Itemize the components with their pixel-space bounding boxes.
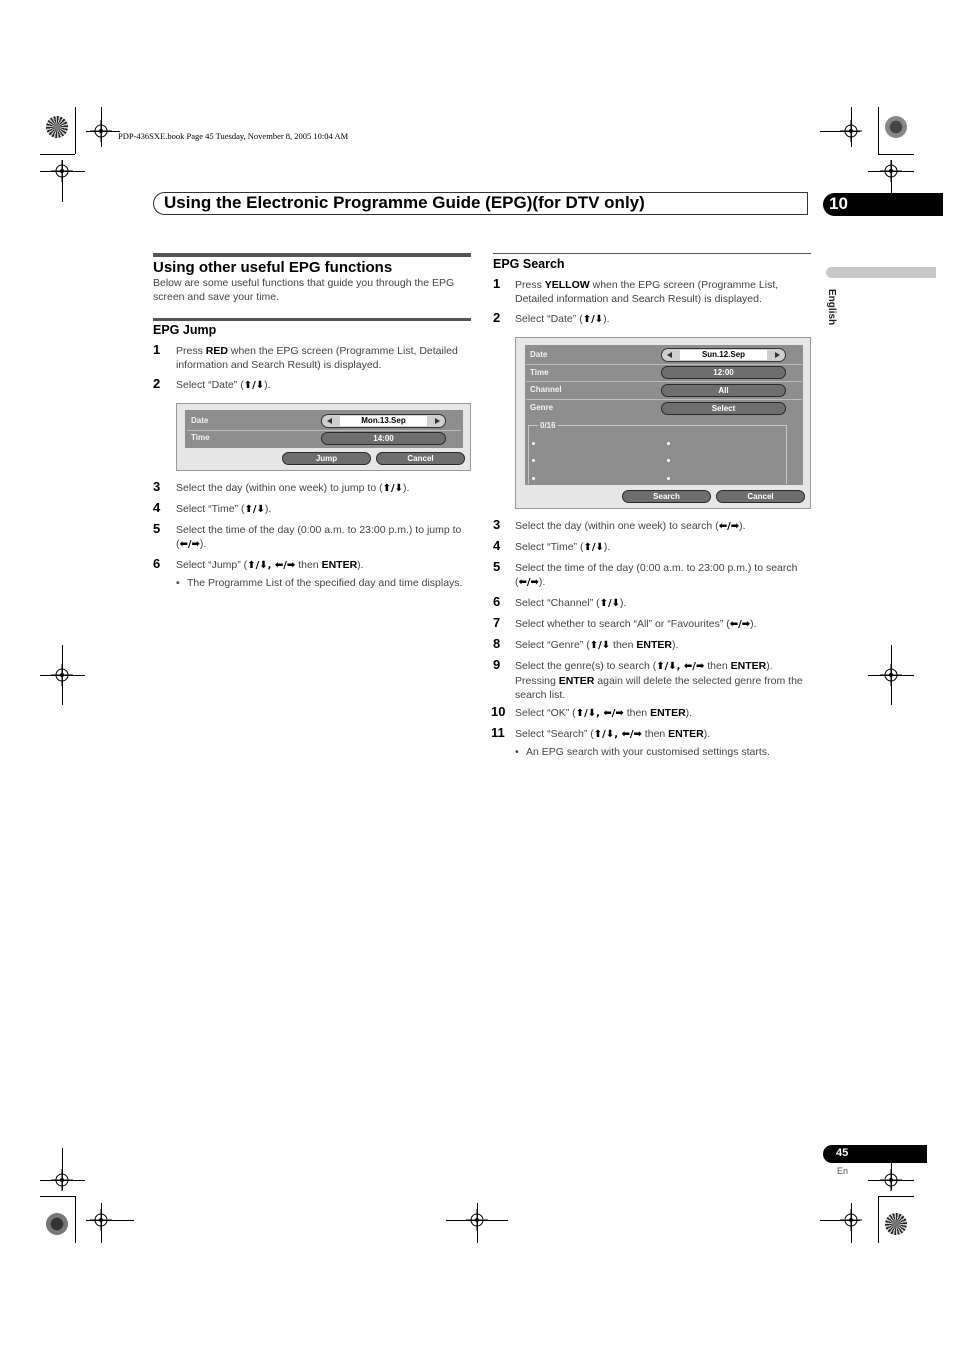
- right-arrow-icon[interactable]: [775, 352, 780, 358]
- jump-date-selector[interactable]: [321, 414, 446, 428]
- crop-mark: [851, 1203, 852, 1243]
- arrow-keys-icon: ⬆/⬇: [599, 598, 621, 609]
- crop-mark: [86, 131, 120, 132]
- row-divider: [526, 364, 802, 365]
- chapter-number: 10: [829, 194, 848, 213]
- step-text-part: Select “Search” (: [515, 728, 594, 740]
- step-text: [515, 561, 807, 590]
- arrow-keys-icon: ⬅/➡: [718, 521, 740, 532]
- genre-count: 0/16: [540, 421, 556, 430]
- side-language-label: English: [826, 289, 837, 326]
- step-key: ENTER: [321, 559, 358, 571]
- step-text-part: ).: [766, 660, 773, 672]
- step-text-part: ).: [703, 728, 711, 740]
- step-text: [515, 706, 807, 721]
- step-text-part: Select “Date” (: [515, 313, 583, 325]
- crop-mark: [86, 1220, 134, 1221]
- genre-list-box: [528, 425, 787, 484]
- step-key: ENTER: [668, 728, 704, 740]
- step-number: 6: [493, 594, 501, 609]
- step-text: [515, 617, 807, 632]
- arrow-keys-icon: ⬅/➡: [729, 619, 751, 630]
- jump-time-field[interactable]: 14:00: [321, 432, 446, 445]
- step-text-part: ).: [603, 313, 610, 325]
- color-target-icon: [46, 1213, 68, 1235]
- step-text-part: ).: [739, 520, 746, 532]
- step-text-part: Press: [515, 279, 545, 291]
- step-text-part: Select the day (within one week) to search (: [515, 520, 719, 532]
- crop-mark: [40, 154, 75, 155]
- search-date-selector[interactable]: [661, 348, 786, 362]
- step-number: 7: [493, 615, 501, 630]
- color-target-icon: [46, 116, 68, 138]
- step-text-part: ).: [750, 618, 757, 630]
- search-button[interactable]: Search: [622, 490, 711, 503]
- step-number: 6: [153, 556, 161, 571]
- arrow-keys-icon: ⬅/➡: [179, 539, 200, 550]
- crop-mark: [820, 1220, 860, 1221]
- search-genre-label: Genre: [530, 403, 554, 412]
- step-text-part: Select “Jump” (: [176, 559, 248, 571]
- step-text: [176, 558, 466, 573]
- step-key: ENTER: [558, 675, 595, 687]
- step-text-part: Select “Time” (: [176, 503, 245, 515]
- step-number: 9: [493, 657, 501, 672]
- step-text: [176, 481, 466, 496]
- print-file-info: PDP-436SXE.book Page 45 Tuesday, November 8, 2005 10:04 AM: [118, 131, 349, 141]
- step-text-part: Select the time of the day (0:00 a.m. to 23:00 p.m.) to search (: [515, 562, 798, 588]
- step-key: ENTER: [636, 639, 672, 651]
- step-text-part: Press: [176, 345, 206, 357]
- epg-jump-screen: [176, 403, 471, 471]
- section-intro: Below are some useful functions that guide you through the EPG screen and save your time.: [153, 277, 455, 303]
- step-text: [515, 540, 807, 555]
- step-text: [176, 502, 466, 517]
- subsection-rule: [153, 318, 471, 321]
- jump-time-label: Time: [191, 433, 210, 442]
- step-text-part: ).: [199, 538, 207, 550]
- step-number: 5: [493, 559, 501, 574]
- arrow-keys-icon: ⬆/⬇, ⬅/➡: [575, 708, 624, 719]
- left-arrow-icon[interactable]: [667, 352, 672, 358]
- search-time-field[interactable]: 12:00: [661, 366, 786, 379]
- subsection-rule: [493, 253, 811, 254]
- step-text-part: ).: [357, 559, 364, 571]
- step-text-part: Select “Channel” (: [515, 597, 600, 609]
- step-number: 10: [491, 704, 506, 719]
- step-text-part: Select the time of the day (0:00 a.m. to 23:00 p.m.) to jump to (: [176, 524, 462, 550]
- crop-mark: [820, 131, 860, 132]
- arrow-keys-icon: ⬆/⬇, ⬅/➡: [656, 661, 705, 672]
- step-text: [515, 519, 807, 534]
- step-text: [176, 344, 466, 372]
- epg-search-screen: [515, 337, 811, 509]
- crop-mark: [851, 107, 852, 147]
- page-number: 45: [836, 1147, 849, 1159]
- epg-search-title: EPG Search: [493, 257, 565, 271]
- arrow-keys-icon: ⬆/⬇: [382, 483, 404, 494]
- search-time-label: Time: [530, 368, 549, 377]
- search-bullet: • An EPG search with your customised settings starts.: [515, 745, 811, 759]
- arrow-keys-icon: ⬅/➡: [518, 577, 539, 588]
- step-text-part: Select the genre(s) to search (: [515, 660, 657, 672]
- jump-date-label: Date: [191, 416, 209, 425]
- row-divider: [526, 381, 802, 382]
- arrow-keys-icon: ⬆/⬇: [583, 542, 604, 553]
- step-number: 5: [153, 521, 161, 536]
- step-text-part: again will delete the selected genre from the search list.: [515, 675, 803, 701]
- genre-list-item[interactable]: [532, 459, 535, 462]
- genre-list-item[interactable]: [667, 442, 670, 445]
- step-text-part: then: [623, 707, 651, 719]
- step-text-part: Select “Genre” (: [515, 639, 590, 651]
- step-text: [176, 378, 466, 393]
- step-text-part: Select “OK” (: [515, 707, 576, 719]
- search-date-label: Date: [530, 350, 548, 359]
- step-key: ENTER: [730, 660, 767, 672]
- step-text: [515, 659, 810, 702]
- step-text: [176, 523, 471, 552]
- step-key: RED: [205, 345, 228, 357]
- step-number: 1: [493, 276, 501, 291]
- step-number: 1: [153, 342, 161, 357]
- registration-mark-icon: [51, 160, 73, 182]
- step-text: [515, 278, 807, 306]
- jump-bullet: • The Programme List of the specified day and time displays.: [176, 576, 466, 590]
- step-text-part: ).: [538, 576, 546, 588]
- crop-mark: [878, 1196, 914, 1197]
- crop-mark: [477, 1203, 478, 1243]
- search-channel-label: Channel: [530, 385, 562, 394]
- search-channel-field[interactable]: All: [661, 384, 786, 397]
- crop-mark: [101, 107, 102, 147]
- step-text-part: ).: [620, 597, 627, 609]
- step-number: 3: [493, 517, 501, 532]
- step-text-part: ).: [264, 379, 271, 391]
- step-number: 11: [491, 725, 505, 740]
- crop-mark: [40, 1196, 75, 1197]
- step-text-part: then: [641, 728, 669, 740]
- step-number: 8: [493, 636, 501, 651]
- step-text-part: Select the day (within one week) to jump to (: [176, 482, 383, 494]
- arrow-keys-icon: ⬆/⬇: [243, 380, 265, 391]
- row-divider: [187, 430, 461, 431]
- genre-list-item[interactable]: [532, 477, 535, 480]
- epg-jump-title: EPG Jump: [153, 323, 217, 337]
- step-text-part: Pressing: [515, 675, 559, 687]
- genre-list-item[interactable]: [532, 442, 535, 445]
- color-target-icon: [885, 1213, 907, 1235]
- step-text-part: ).: [264, 503, 272, 515]
- step-number: 3: [153, 479, 161, 494]
- genre-list-item[interactable]: [667, 459, 670, 462]
- page-header-title: Using the Electronic Programme Guide (EPG)(for DTV only): [164, 193, 645, 212]
- step-text-part: ).: [672, 639, 679, 651]
- section-title: Using other useful EPG functions: [153, 259, 393, 276]
- step-text-part: when the EPG screen (Programme List, Detailed information and Search Result) is displayed.: [515, 279, 779, 305]
- step-text: [515, 638, 807, 653]
- crop-mark: [878, 107, 879, 154]
- step-text-part: when the EPG screen (Programme List, Detailed information and Search Result) is displayed.: [176, 345, 458, 371]
- step-text-part: ).: [403, 482, 410, 494]
- step-number: 4: [493, 538, 501, 553]
- crop-mark: [75, 107, 76, 154]
- crop-mark: [101, 1203, 102, 1243]
- step-number: 4: [153, 500, 161, 515]
- step-text: [515, 727, 807, 742]
- search-bullet-text: An EPG search with your customised settings starts.: [526, 746, 770, 758]
- step-text-part: ).: [603, 541, 611, 553]
- registration-mark-icon: [880, 160, 902, 182]
- crop-mark: [878, 1196, 879, 1243]
- step-text-part: ).: [685, 707, 693, 719]
- jump-button[interactable]: Jump: [282, 452, 371, 465]
- step-text-part: then: [295, 559, 322, 571]
- crop-mark: [62, 645, 63, 705]
- cancel-button[interactable]: Cancel: [716, 490, 805, 503]
- step-text-part: Select “Date” (: [176, 379, 244, 391]
- arrow-keys-icon: ⬆/⬇: [582, 314, 604, 325]
- page-language-code: En: [837, 1166, 849, 1176]
- step-text-part: Select whether to search “All” or “Favourites” (: [515, 618, 730, 630]
- crop-mark: [75, 1196, 76, 1243]
- step-number: 2: [493, 310, 501, 325]
- step-text-part: Select “Time” (: [515, 541, 584, 553]
- step-text: [515, 312, 807, 327]
- arrow-keys-icon: ⬆/⬇, ⬅/➡: [593, 729, 642, 740]
- cancel-button[interactable]: Cancel: [376, 452, 465, 465]
- arrow-keys-icon: ⬆/⬇, ⬅/➡: [247, 560, 296, 571]
- color-target-icon: [885, 116, 907, 138]
- arrow-keys-icon: ⬆/⬇: [244, 504, 265, 515]
- jump-bullet-text: The Programme List of the specified day and time displays.: [187, 577, 463, 589]
- arrow-keys-icon: ⬆/⬇: [589, 640, 611, 651]
- right-arrow-icon[interactable]: [435, 418, 440, 424]
- jump-date-value: Mon.13.Sep: [340, 416, 427, 426]
- step-key: YELLOW: [544, 279, 590, 291]
- step-text-part: then: [704, 660, 731, 672]
- row-divider: [526, 399, 802, 400]
- search-date-value: Sun.12.Sep: [680, 350, 767, 360]
- step-text-part: then: [610, 639, 637, 651]
- side-language-tab: [826, 267, 936, 278]
- section-rule: [153, 253, 471, 257]
- genre-list-item[interactable]: [667, 477, 670, 480]
- search-genre-select-button[interactable]: Select: [661, 402, 786, 415]
- crop-mark: [878, 154, 914, 155]
- crop-mark: [891, 645, 892, 705]
- step-key: ENTER: [650, 707, 686, 719]
- left-arrow-icon[interactable]: [327, 418, 332, 424]
- crop-mark: [62, 1148, 63, 1190]
- step-number: 2: [153, 376, 161, 391]
- step-text: [515, 596, 807, 611]
